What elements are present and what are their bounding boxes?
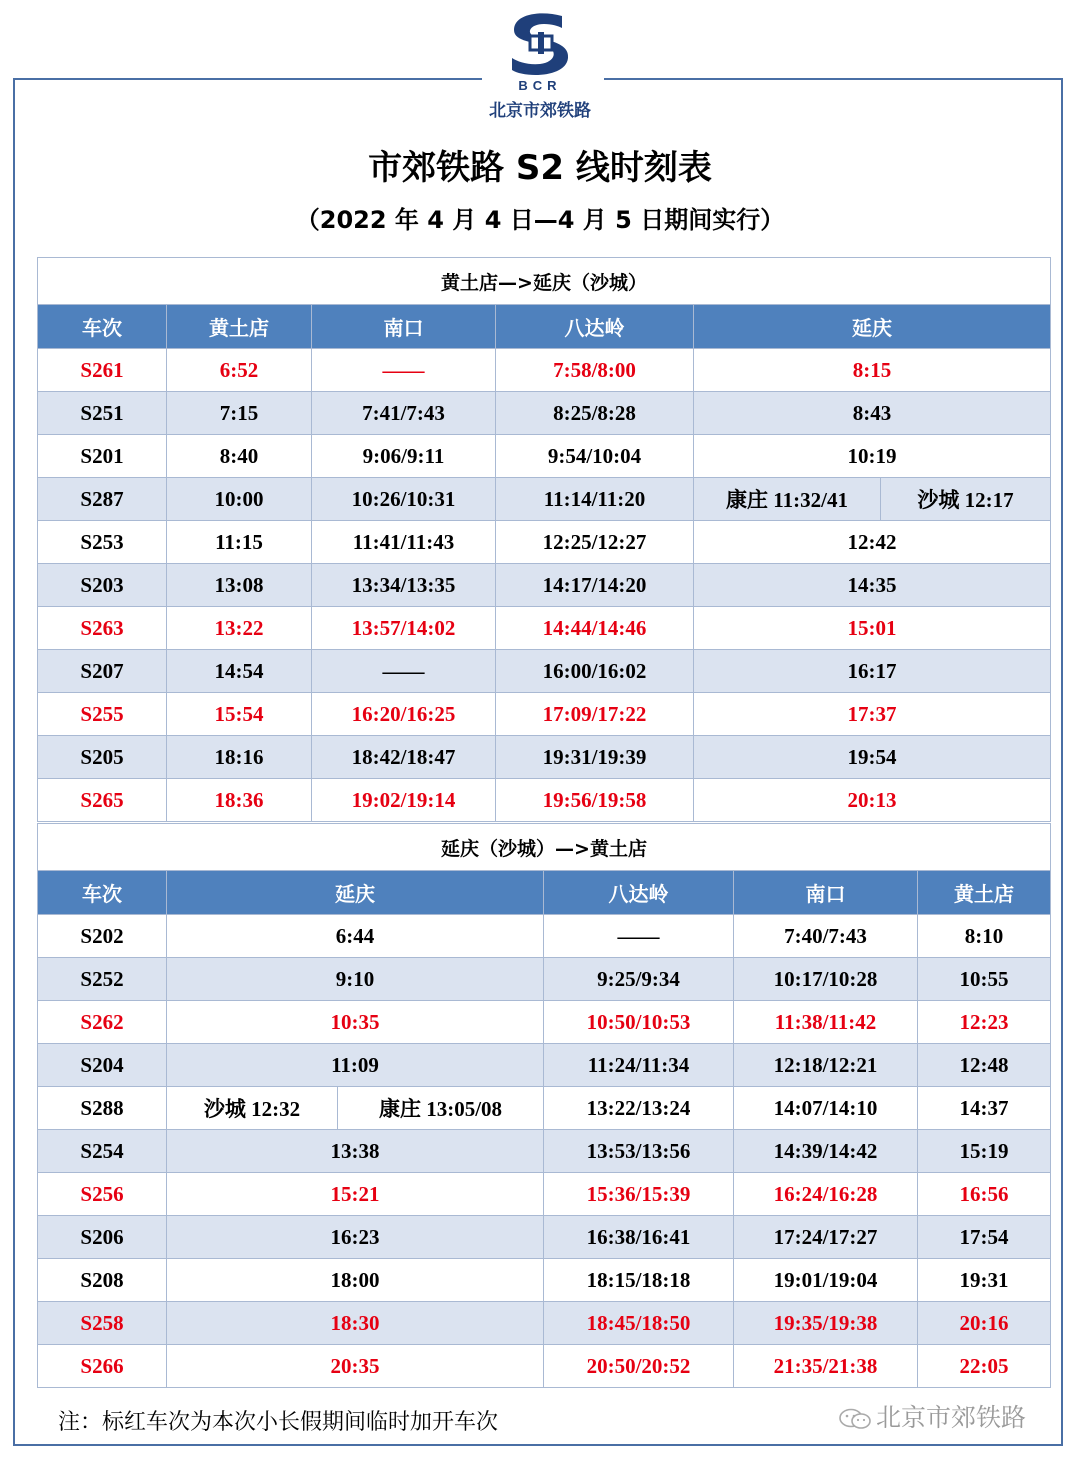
time-huangtudian: 18:16 bbox=[167, 736, 312, 779]
time-nankou: 10:26/10:31 bbox=[312, 478, 496, 521]
time-badaling: 16:00/16:02 bbox=[496, 650, 694, 693]
time-yanqing: 8:43 bbox=[694, 392, 1051, 435]
time-badaling: 13:53/13:56 bbox=[544, 1130, 734, 1173]
time-huangtudian: 13:08 bbox=[167, 564, 312, 607]
time-yanqing: 17:37 bbox=[694, 693, 1051, 736]
page-title: 市郊铁路 S2 线时刻表 bbox=[368, 148, 712, 188]
time-nankou: 7:40/7:43 bbox=[734, 915, 918, 958]
time-yanqing: 20:13 bbox=[694, 779, 1051, 822]
time-nankou: 11:41/11:43 bbox=[312, 521, 496, 564]
col-header-nankou: 南口 bbox=[312, 305, 496, 349]
train-number: S206 bbox=[38, 1216, 167, 1259]
time-kangzhuang bbox=[694, 478, 881, 521]
time-nankou: 14:39/14:42 bbox=[734, 1130, 918, 1173]
table-row bbox=[38, 1130, 1051, 1173]
table-row bbox=[38, 1087, 1051, 1130]
time-yanqing: 15:01 bbox=[694, 607, 1051, 650]
time-badaling: 19:56/19:58 bbox=[496, 779, 694, 822]
time-huangtudian: 14:54 bbox=[167, 650, 312, 693]
time-nankou: —— bbox=[312, 349, 496, 392]
time-badaling: 19:31/19:39 bbox=[496, 736, 694, 779]
time-nankou: 18:42/18:47 bbox=[312, 736, 496, 779]
col-header-train: 车次 bbox=[38, 871, 167, 915]
table-row bbox=[38, 1173, 1051, 1216]
watermark-text: 北京市郊铁路 bbox=[876, 1403, 1027, 1432]
time-nankou: 10:17/10:28 bbox=[734, 958, 918, 1001]
time-yanqing: 18:00 bbox=[167, 1259, 544, 1302]
train-number: S208 bbox=[38, 1259, 167, 1302]
time-yanqing: 15:21 bbox=[167, 1173, 544, 1216]
train-number: S202 bbox=[38, 915, 167, 958]
col-header-train: 车次 bbox=[38, 305, 167, 349]
time-badaling: 18:45/18:50 bbox=[544, 1302, 734, 1345]
time-yanqing: 14:35 bbox=[694, 564, 1051, 607]
time-nankou: 13:34/13:35 bbox=[312, 564, 496, 607]
time-nankou: 13:57/14:02 bbox=[312, 607, 496, 650]
table-row bbox=[38, 435, 1051, 478]
time-shacheng bbox=[881, 478, 1051, 521]
page-subtitle: （2022 年 4 月 4 日—4 月 5 日期间实行） bbox=[295, 206, 785, 234]
time-yanqing: 10:19 bbox=[694, 435, 1051, 478]
time-huangtudian: 18:36 bbox=[167, 779, 312, 822]
time-nankou: 11:38/11:42 bbox=[734, 1001, 918, 1044]
time-nankou: 17:24/17:27 bbox=[734, 1216, 918, 1259]
table-row bbox=[38, 1001, 1051, 1044]
time-huangtudian: 13:22 bbox=[167, 607, 312, 650]
time-huangtudian: 11:15 bbox=[167, 521, 312, 564]
time-huangtudian: 6:52 bbox=[167, 349, 312, 392]
train-number: S207 bbox=[38, 650, 167, 693]
time-kangzhuang-label: 康庄 bbox=[726, 488, 769, 512]
time-badaling: —— bbox=[544, 915, 734, 958]
train-number: S255 bbox=[38, 693, 167, 736]
train-number: S261 bbox=[38, 349, 167, 392]
table-row bbox=[38, 650, 1051, 693]
table-row bbox=[38, 521, 1051, 564]
timetable-inbound bbox=[37, 823, 1051, 1388]
time-nankou: 12:18/12:21 bbox=[734, 1044, 918, 1087]
time-nankou: 9:06/9:11 bbox=[312, 435, 496, 478]
time-huangtudian: 8:40 bbox=[167, 435, 312, 478]
table-row bbox=[38, 915, 1051, 958]
train-number: S287 bbox=[38, 478, 167, 521]
time-shacheng-label: 沙城 bbox=[917, 488, 960, 512]
col-header-huangtudian: 黄土店 bbox=[918, 871, 1051, 915]
time-huangtudian: 10:55 bbox=[918, 958, 1051, 1001]
time-kangzhuang-label: 康庄 bbox=[378, 1097, 421, 1121]
time-nankou: 14:07/14:10 bbox=[734, 1087, 918, 1130]
time-shacheng-value: 12:32 bbox=[251, 1097, 301, 1121]
train-number: S254 bbox=[38, 1130, 167, 1173]
table-row bbox=[38, 349, 1051, 392]
time-huangtudian: 15:54 bbox=[167, 693, 312, 736]
time-nankou: 16:24/16:28 bbox=[734, 1173, 918, 1216]
train-number: S262 bbox=[38, 1001, 167, 1044]
time-huangtudian: 8:10 bbox=[918, 915, 1051, 958]
time-huangtudian: 10:00 bbox=[167, 478, 312, 521]
table-row bbox=[38, 779, 1051, 822]
table-row bbox=[38, 1259, 1051, 1302]
time-badaling: 11:14/11:20 bbox=[496, 478, 694, 521]
time-huangtudian: 7:15 bbox=[167, 392, 312, 435]
train-number: S266 bbox=[38, 1345, 167, 1388]
time-yanqing: 6:44 bbox=[167, 915, 544, 958]
time-badaling: 14:17/14:20 bbox=[496, 564, 694, 607]
bcr-logo-icon bbox=[500, 8, 580, 84]
time-huangtudian: 12:23 bbox=[918, 1001, 1051, 1044]
col-header-yanqing: 延庆 bbox=[167, 871, 544, 915]
time-nankou: —— bbox=[312, 650, 496, 693]
watermark bbox=[838, 1398, 1026, 1434]
train-number: S252 bbox=[38, 958, 167, 1001]
time-badaling: 8:25/8:28 bbox=[496, 392, 694, 435]
table-row bbox=[38, 1345, 1051, 1388]
table-row bbox=[38, 1044, 1051, 1087]
table-row bbox=[38, 1216, 1051, 1259]
time-yanqing: 18:30 bbox=[167, 1302, 544, 1345]
time-huangtudian: 12:48 bbox=[918, 1044, 1051, 1087]
time-badaling: 9:54/10:04 bbox=[496, 435, 694, 478]
time-kangzhuang-value: 13:05/08 bbox=[426, 1097, 503, 1121]
col-header-huangtudian: 黄土店 bbox=[167, 305, 312, 349]
time-badaling: 12:25/12:27 bbox=[496, 521, 694, 564]
table-row bbox=[38, 736, 1051, 779]
time-huangtudian: 16:56 bbox=[918, 1173, 1051, 1216]
time-nankou: 7:41/7:43 bbox=[312, 392, 496, 435]
time-badaling: 7:58/8:00 bbox=[496, 349, 694, 392]
train-number: S251 bbox=[38, 392, 167, 435]
time-badaling: 9:25/9:34 bbox=[544, 958, 734, 1001]
timetable-outbound bbox=[37, 257, 1051, 822]
time-yanqing: 20:35 bbox=[167, 1345, 544, 1388]
time-nankou: 19:01/19:04 bbox=[734, 1259, 918, 1302]
time-badaling: 15:36/15:39 bbox=[544, 1173, 734, 1216]
logo-org-name: 北京市郊铁路 bbox=[489, 101, 591, 121]
section-title: 黄土店—>延庆（沙城） bbox=[38, 258, 1051, 305]
time-huangtudian: 22:05 bbox=[918, 1345, 1051, 1388]
train-number: S258 bbox=[38, 1302, 167, 1345]
train-number: S288 bbox=[38, 1087, 167, 1130]
time-yanqing: 9:10 bbox=[167, 958, 544, 1001]
time-yanqing: 12:42 bbox=[694, 521, 1051, 564]
footnote: 注：标红车次为本次小长假期间临时加开车次 bbox=[58, 1410, 499, 1435]
wechat-icon bbox=[838, 1408, 872, 1430]
time-huangtudian: 15:19 bbox=[918, 1130, 1051, 1173]
col-header-badaling: 八达岭 bbox=[496, 305, 694, 349]
table-row bbox=[38, 478, 1051, 521]
time-nankou: 21:35/21:38 bbox=[734, 1345, 918, 1388]
time-badaling: 18:15/18:18 bbox=[544, 1259, 734, 1302]
table-row bbox=[38, 392, 1051, 435]
train-number: S265 bbox=[38, 779, 167, 822]
col-header-yanqing: 延庆 bbox=[694, 305, 1051, 349]
time-kangzhuang bbox=[338, 1087, 544, 1130]
time-yanqing: 16:17 bbox=[694, 650, 1051, 693]
train-number: S256 bbox=[38, 1173, 167, 1216]
table-row bbox=[38, 1302, 1051, 1345]
time-nankou: 16:20/16:25 bbox=[312, 693, 496, 736]
time-yanqing: 19:54 bbox=[694, 736, 1051, 779]
time-yanqing: 13:38 bbox=[167, 1130, 544, 1173]
table-row bbox=[38, 958, 1051, 1001]
time-nankou: 19:02/19:14 bbox=[312, 779, 496, 822]
train-number: S203 bbox=[38, 564, 167, 607]
time-huangtudian: 14:37 bbox=[918, 1087, 1051, 1130]
logo-letters: BCR bbox=[518, 78, 562, 93]
train-number: S253 bbox=[38, 521, 167, 564]
section-title: 延庆（沙城）—>黄土店 bbox=[38, 824, 1051, 871]
time-yanqing: 8:15 bbox=[694, 349, 1051, 392]
time-badaling: 20:50/20:52 bbox=[544, 1345, 734, 1388]
time-badaling: 16:38/16:41 bbox=[544, 1216, 734, 1259]
time-badaling: 11:24/11:34 bbox=[544, 1044, 734, 1087]
time-badaling: 10:50/10:53 bbox=[544, 1001, 734, 1044]
time-badaling: 13:22/13:24 bbox=[544, 1087, 734, 1130]
time-shacheng-value: 12:17 bbox=[964, 488, 1014, 512]
time-badaling: 14:44/14:46 bbox=[496, 607, 694, 650]
time-yanqing: 16:23 bbox=[167, 1216, 544, 1259]
time-huangtudian: 20:16 bbox=[918, 1302, 1051, 1345]
col-header-nankou: 南口 bbox=[734, 871, 918, 915]
time-shacheng bbox=[167, 1087, 338, 1130]
time-kangzhuang-value: 11:32/41 bbox=[773, 488, 848, 512]
time-huangtudian: 17:54 bbox=[918, 1216, 1051, 1259]
train-number: S205 bbox=[38, 736, 167, 779]
time-yanqing: 11:09 bbox=[167, 1044, 544, 1087]
time-shacheng-label: 沙城 bbox=[203, 1097, 246, 1121]
table-row bbox=[38, 693, 1051, 736]
train-number: S201 bbox=[38, 435, 167, 478]
time-yanqing: 10:35 bbox=[167, 1001, 544, 1044]
train-number: S263 bbox=[38, 607, 167, 650]
table-row bbox=[38, 564, 1051, 607]
train-number: S204 bbox=[38, 1044, 167, 1087]
time-badaling: 17:09/17:22 bbox=[496, 693, 694, 736]
col-header-badaling: 八达岭 bbox=[544, 871, 734, 915]
time-huangtudian: 19:31 bbox=[918, 1259, 1051, 1302]
table-row bbox=[38, 607, 1051, 650]
time-nankou: 19:35/19:38 bbox=[734, 1302, 918, 1345]
